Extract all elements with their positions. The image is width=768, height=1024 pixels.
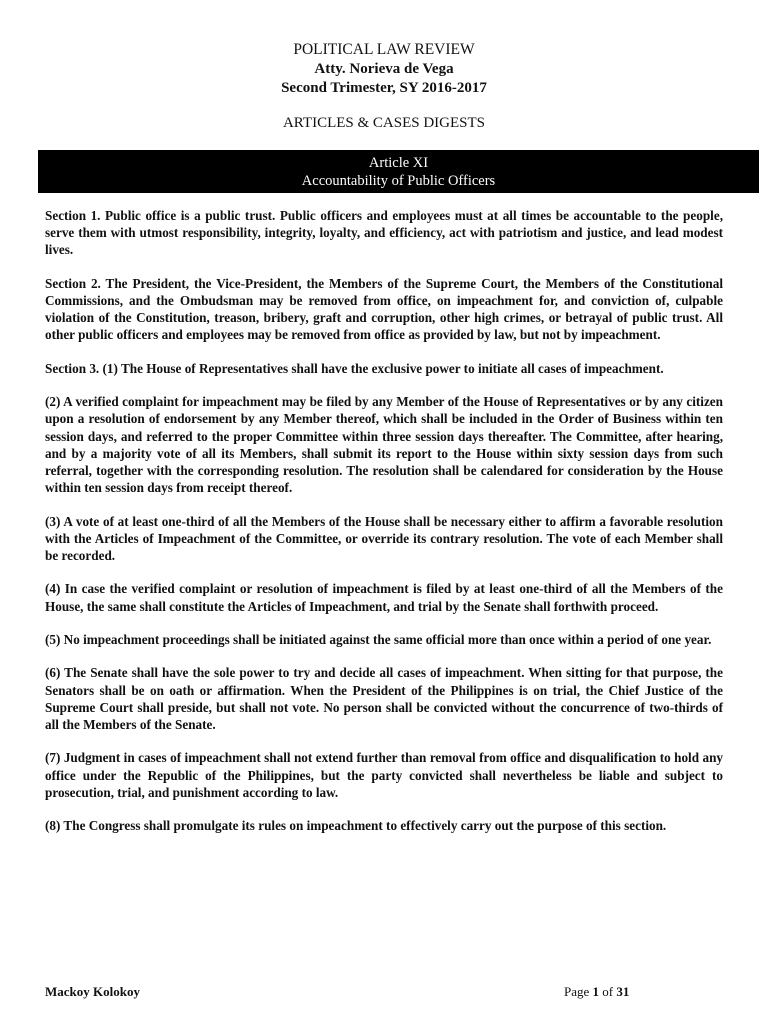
page-number	[564, 984, 629, 1000]
page-of: of	[602, 984, 614, 999]
section-3-1-paragraph: Section 3. (1) The House of Representatives shall have the exclusive power to initiate all cases of impeachment.	[45, 360, 664, 376]
page-word: Page	[564, 984, 590, 999]
section-1-paragraph: Section 1. Public office is a public trust. Public officers and employees must at all times be accountable to the people, serve them with utmost responsibility, integrity, loyalty, and efficiency, act with patriotism and justice, and lead modest lives.	[45, 208, 723, 258]
term-label: Second Trimester, SY 2016-2017	[281, 80, 487, 96]
article-banner	[38, 150, 759, 193]
section-3-3-paragraph: (3) A vote of at least one-third of all the Members of the House shall be necessary either to affirm a favorable resolution with the Articles of Impeachment of the Committee, or override its contrary resolution. The vote of each Member shall be recorded.	[45, 513, 723, 563]
course-title: POLITICAL LAW REVIEW	[293, 41, 475, 58]
section-3-4-paragraph: (4) In case the verified complaint or resolution of impeachment is filed by at least one-third of all the Members of the House, the same shall constitute the Articles of Impeachment, and trial by the Senate shall forthwith proceed.	[45, 581, 723, 614]
instructor-name: Atty. Norieva de Vega	[314, 61, 454, 77]
section-3-5-paragraph: (5) No impeachment proceedings shall be initiated against the same official more than once within a period of one year.	[45, 631, 712, 647]
section-3-2-paragraph: (2) A verified complaint for impeachment may be filed by any Member of the House of Representatives or by any citizen upon a resolution of endorsement by any Member thereof, which shall be included in the Order of Business within ten session days, and referred to the proper Committee within three session days thereafter. The Committee, after hearing, and by a majority vote of all its Members, shall submit its report to the House within sixty session days from such referral, together with the corresponding resolution. The resolution shall be calendared for consideration by the House within ten session days from receipt thereof.	[45, 394, 723, 496]
article-body	[45, 207, 723, 851]
section-3-6-paragraph: (6) The Senate shall have the sole power to try and decide all cases of impeachment. When sitting for that purpose, the Senators shall be on oath or affirmation. When the President of the Philippines is on trial, the Chief Justice of the Supreme Court shall preside, but shall not vote. No person shall be convicted without the concurrence of two-thirds of all the Members of the Senate.	[45, 665, 723, 732]
article-number: Article XI	[368, 154, 429, 171]
section-3-8-paragraph: (8) The Congress shall promulgate its rules on impeachment to effectively carry out the purpose of this section.	[45, 818, 667, 834]
page-current: 1	[592, 984, 600, 999]
digest-title: ARTICLES & CASES DIGESTS	[282, 115, 486, 131]
article-subtitle: Accountability of Public Officers	[301, 172, 496, 189]
footer-author: Mackoy Kolokoy	[45, 984, 140, 999]
page-total: 31	[616, 984, 630, 999]
section-3-7-paragraph: (7) Judgment in cases of impeachment shall not extend further than removal from office and disqualification to hold any office under the Republic of the Philippines, but the party convicted shall nevertheless be liable and subject to prosecution, trial, and punishment according to law.	[45, 750, 723, 800]
document-header	[0, 40, 768, 133]
section-2-paragraph: Section 2. The President, the Vice-President, the Members of the Supreme Court, the Members of the Constitutional Commissions, and the Ombudsman may be removed from office, on impeachment for, and conviction of, culpable violation of the Constitution, treason, bribery, graft and corruption, other high crimes, or betrayal of public trust. All other public officers and employees may be removed from office as provided by law, but not by impeachment.	[45, 275, 723, 343]
